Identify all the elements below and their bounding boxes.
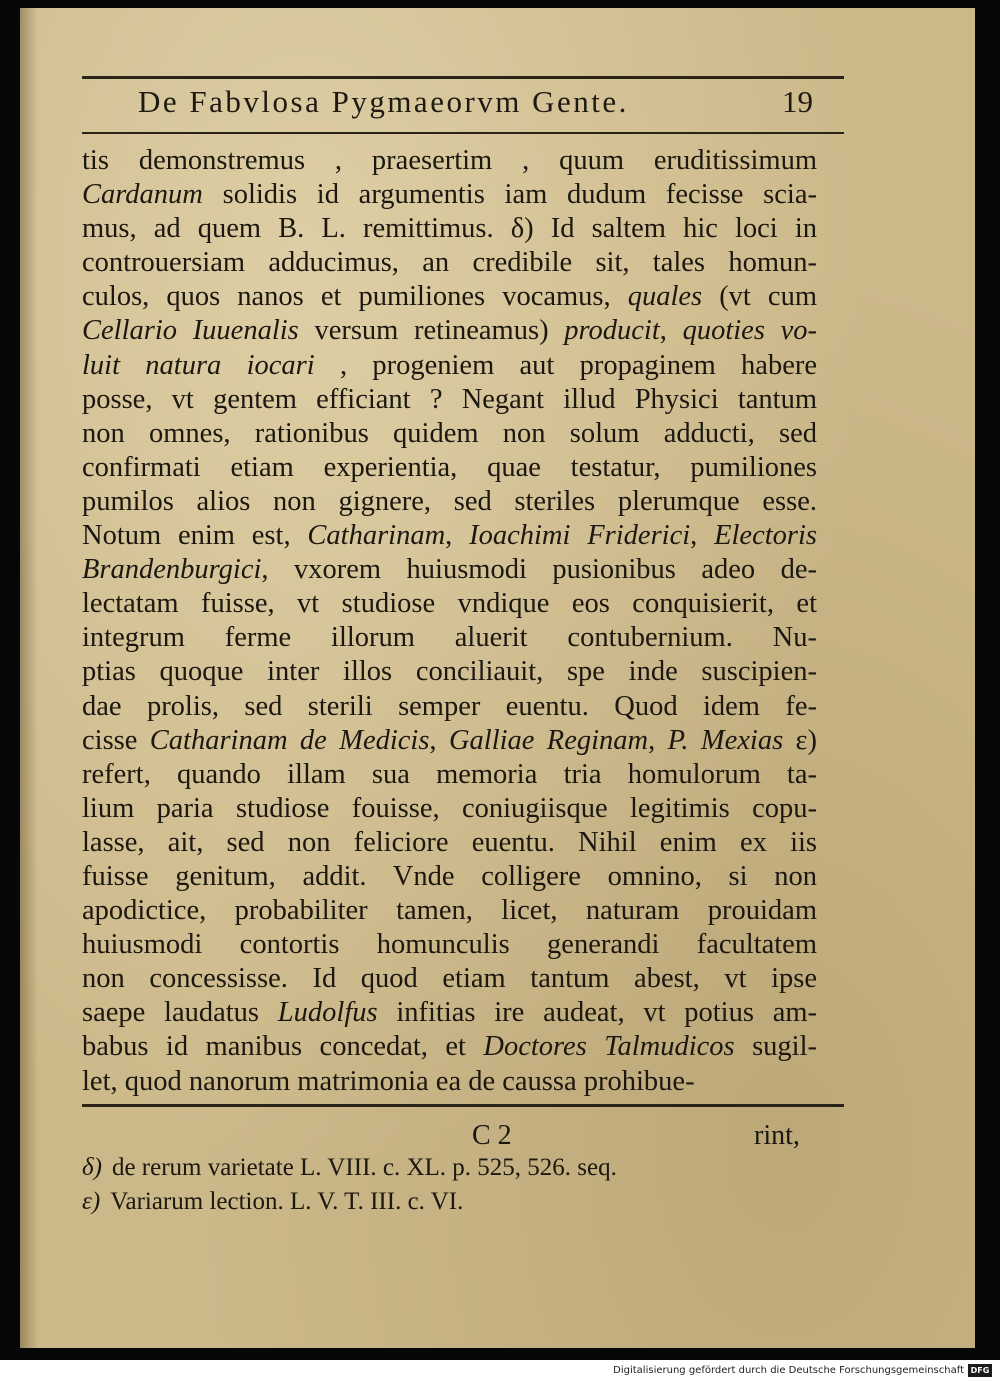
italic-run: Ludolfus	[277, 997, 378, 1029]
italic-run: P. Mexias	[667, 724, 784, 756]
text-run: fuisse genitum, addit. Vnde colligere omnino, si non	[82, 860, 817, 892]
italic-run: Doctores Talmudicos	[483, 1031, 735, 1063]
italic-run: Electoris	[714, 520, 818, 552]
text-line	[82, 417, 817, 451]
footnote-text: de rerum varietate L. VIII. c. XL. p. 525, 526. seq.	[111, 1154, 617, 1181]
text-line	[82, 144, 817, 178]
text-run: saepe laudatus	[82, 997, 278, 1029]
text-run: tis demonstremus , praesertim , quum eruditissimum	[82, 145, 817, 176]
text-run: mus, ad quem B. L. remittimus. δ) Id saltem hic loci in	[82, 213, 817, 245]
page-number: 19	[782, 84, 813, 119]
text-line	[82, 758, 817, 792]
italic-run: quoties vo-	[682, 315, 817, 347]
text-run: dae prolis, sed sterili semper euentu. Quod idem fe-	[82, 690, 817, 722]
text-run: solidis id argumentis iam dudum fecisse scia-	[202, 179, 817, 211]
footnote-text: Variarum lection. L. V. T. III. c. VI.	[110, 1188, 464, 1215]
text-line	[82, 1030, 817, 1064]
text-run: sugil-	[734, 1031, 817, 1063]
text-line	[82, 314, 817, 348]
catchword: rint,	[754, 1120, 800, 1151]
text-line	[82, 485, 817, 519]
text-run: let, quod nanorum matrimonia ea de caussa prohibue-	[82, 1065, 695, 1097]
footnote-delta	[82, 1154, 617, 1182]
text-run: Notum enim est,	[82, 520, 308, 552]
text-line	[82, 826, 817, 860]
body-text	[82, 144, 817, 1099]
text-run: huiusmodi contortis homunculis generandi facultatem	[82, 929, 817, 961]
italic-run: Galliae Reginam	[448, 724, 649, 756]
text-run: posse, vt gentem efficiant ? Negant illud Physici tantum	[82, 383, 817, 415]
text-line	[82, 280, 817, 314]
text-run: , progeniem aut propaginem habere	[314, 349, 817, 381]
text-run: culos, quos nanos et pumiliones vocamus,	[82, 281, 628, 313]
footnote-epsilon	[82, 1188, 463, 1216]
text-run: cisse	[82, 724, 150, 756]
footer-rule	[82, 1104, 844, 1107]
text-run: infitias ire audeat, vt potius am-	[377, 997, 817, 1029]
digitization-credit: Digitalisierung gefördert durch die Deutsche Forschungsgemeinschaft	[613, 1365, 964, 1376]
text-run: apodictice, probabiliter tamen, licet, naturam prouidam	[82, 895, 817, 927]
text-line	[82, 519, 817, 553]
text-run: ,	[659, 315, 683, 347]
italic-run: producit	[564, 315, 660, 347]
book-page	[20, 8, 975, 1348]
text-line	[82, 246, 817, 280]
italic-run: quales	[627, 281, 703, 313]
text-line	[82, 655, 817, 689]
text-run: non concessisse. Id quod etiam tantum abest, vt ipse	[82, 963, 817, 995]
text-line	[82, 621, 817, 655]
text-run: babus id manibus concedat, et	[82, 1031, 484, 1063]
text-run: ,	[445, 520, 470, 552]
text-run: confirmati etiam experientia, quae testatur, pumiliones	[82, 451, 817, 483]
text-line	[82, 349, 817, 383]
italic-run: Catharinam	[307, 520, 446, 552]
text-run: non omnes, rationibus quidem non solum adducti, sed	[82, 417, 817, 449]
italic-run: Catharinam de Medicis	[149, 724, 430, 756]
text-run: lectatam fuisse, vt studiose vndique eos conquisierit, et	[82, 588, 817, 620]
text-line	[82, 724, 817, 758]
text-run: ptias quoque inter illos conciliauit, spe inde suscipien-	[82, 656, 817, 688]
footnote-mark: ε)	[82, 1188, 101, 1215]
text-run: lasse, ait, sed non feliciore euentu. Nihil enim ex iis	[82, 826, 817, 858]
running-title: De Fabvlosa Pygmaeorvm Gente.	[138, 84, 629, 119]
text-run: integrum ferme illorum aluerit contubernium. Nu-	[82, 622, 817, 654]
italic-run: Brandenburgici	[82, 554, 262, 586]
header-rule-bottom	[82, 132, 844, 134]
text-line	[82, 1065, 817, 1099]
text-line	[82, 587, 817, 621]
text-run: , vxorem huiusmodi pusionibus adeo de-	[261, 554, 817, 586]
text-line	[82, 212, 817, 246]
text-run: refert, quando illam sua memoria tria homulorum ta-	[82, 758, 817, 790]
italic-run: Cellario Iuuenalis	[82, 315, 299, 347]
text-run: ,	[429, 724, 449, 756]
dfg-logo-icon: DFG	[968, 1364, 992, 1377]
text-line	[82, 996, 817, 1030]
text-line	[82, 928, 817, 962]
text-line	[82, 690, 817, 724]
text-line	[82, 860, 817, 894]
text-run: controuersiam adducimus, an credibile sit, tales homun-	[82, 247, 817, 279]
text-run: lium paria studiose fouisse, coniugiisque legitimis copu-	[82, 792, 817, 824]
text-line	[82, 553, 817, 587]
text-run: pumilos alios non gignere, sed steriles plerumque esse.	[82, 485, 817, 517]
text-run: (vt cum	[702, 281, 817, 313]
italic-run: Ioachimi Friderici	[469, 520, 691, 552]
header-rule-top	[82, 76, 844, 79]
signature-mark: C 2	[472, 1120, 512, 1151]
text-run: ,	[648, 724, 668, 756]
footnote-mark: δ)	[82, 1154, 102, 1181]
text-line	[82, 792, 817, 826]
text-line	[82, 962, 817, 996]
text-run: ε)	[783, 724, 818, 756]
italic-run: luit natura iocari	[82, 349, 315, 381]
text-line	[82, 451, 817, 485]
text-line	[82, 894, 817, 928]
text-line	[82, 383, 817, 417]
text-run: versum retineamus)	[298, 315, 565, 347]
italic-run: Cardanum	[82, 179, 203, 211]
text-line	[82, 178, 817, 212]
text-run: ,	[690, 520, 715, 552]
